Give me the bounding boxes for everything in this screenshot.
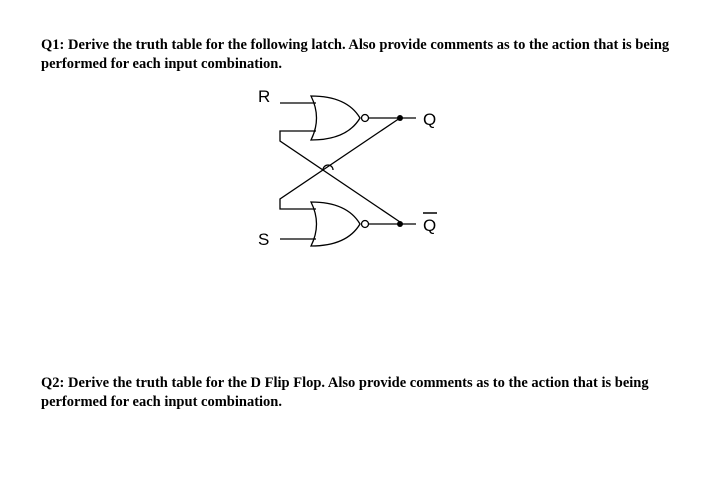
question-2 bbox=[41, 374, 681, 412]
question-2-label: Q2: bbox=[41, 375, 65, 391]
question-1-label: Q1: bbox=[41, 37, 65, 53]
sr-latch-diagram bbox=[240, 80, 450, 255]
label-r: R bbox=[258, 87, 271, 106]
bottom-nor-gate bbox=[311, 202, 360, 246]
junction-dot-q-bar bbox=[397, 221, 403, 227]
junction-dot-q bbox=[397, 115, 403, 121]
question-1 bbox=[41, 36, 681, 74]
top-nor-bubble bbox=[362, 115, 369, 122]
question-2-text: Derive the truth table for the D Flip Flop. Also provide comments as to the action that is being performed for each input combination. bbox=[41, 375, 649, 410]
bottom-nor-bubble bbox=[362, 221, 369, 228]
label-q-bar: Q bbox=[423, 216, 437, 235]
label-q: Q bbox=[423, 110, 437, 129]
top-nor-gate bbox=[311, 96, 360, 140]
question-1-text: Derive the truth table for the following latch. Also provide comments as to the action that is being performed for each input combination. bbox=[41, 37, 670, 72]
label-s: S bbox=[258, 230, 270, 249]
